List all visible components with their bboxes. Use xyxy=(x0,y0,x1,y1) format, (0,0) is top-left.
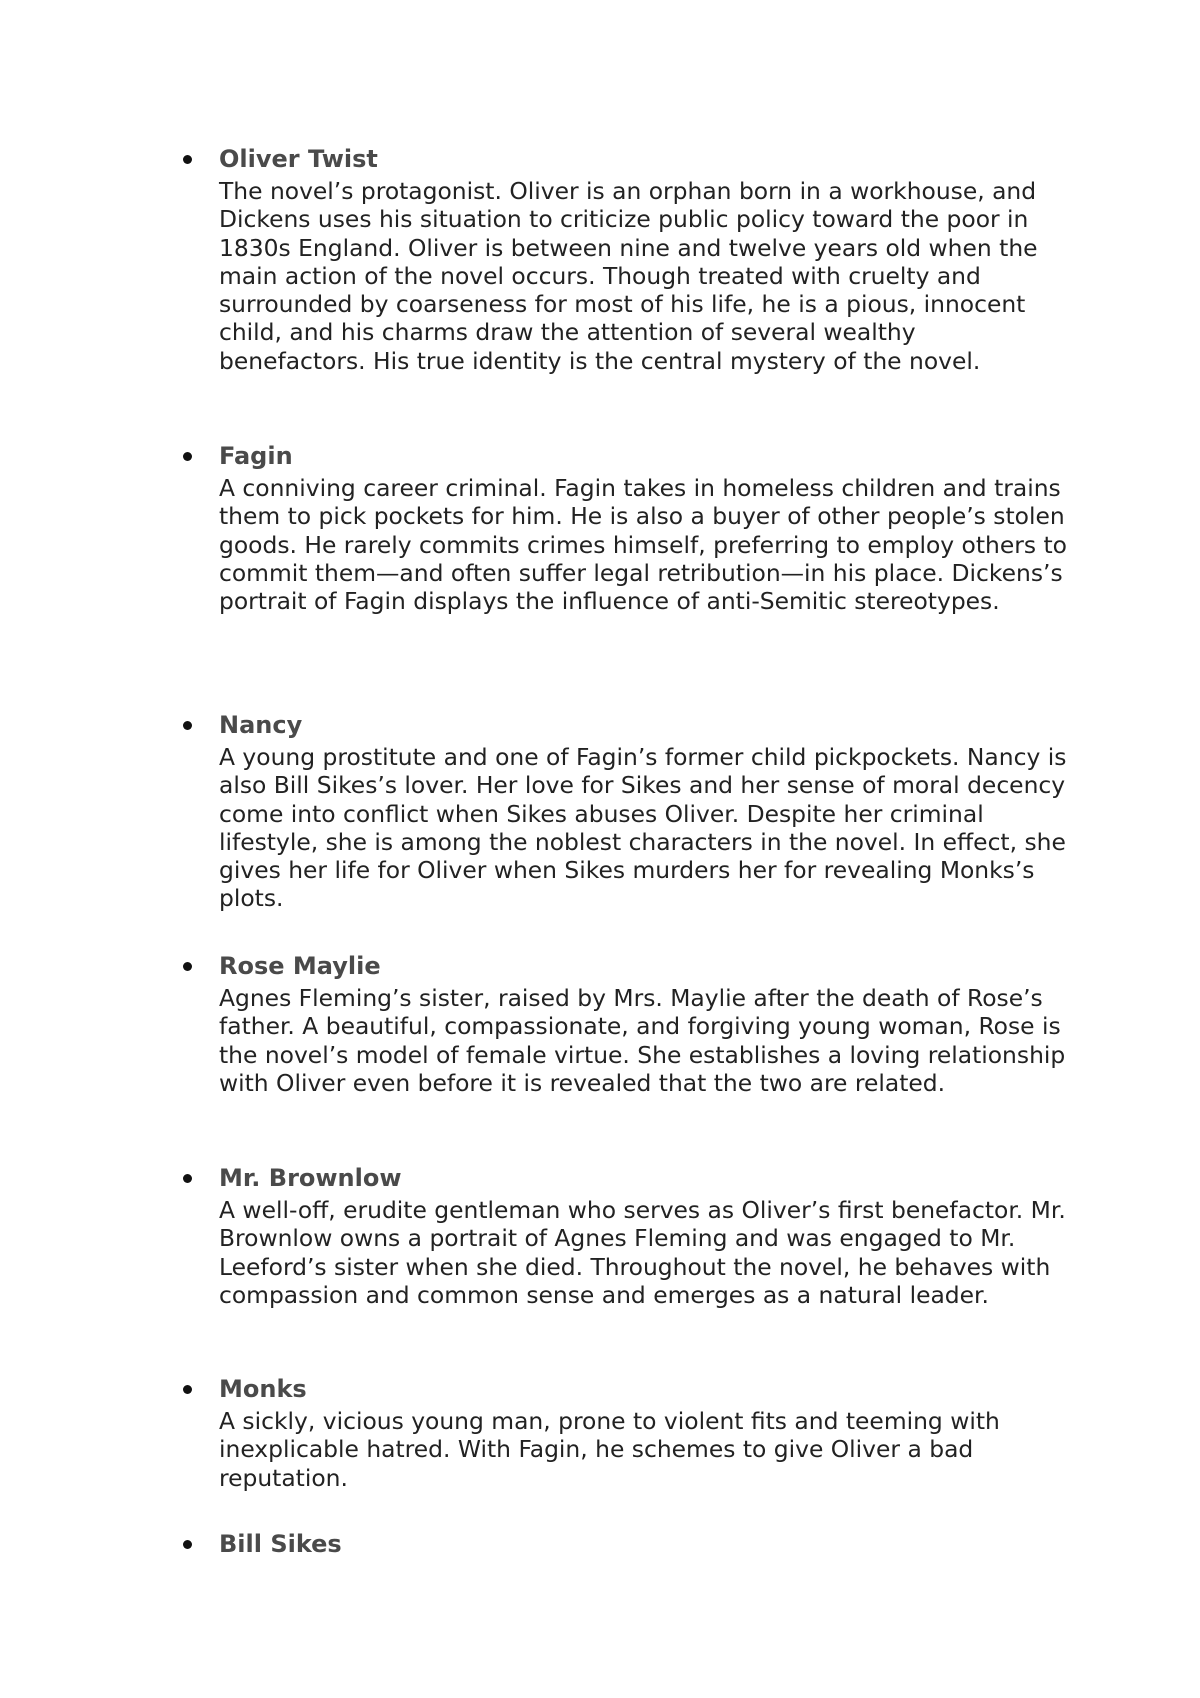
character-name: Rose Maylie xyxy=(219,952,381,980)
character-name: Nancy xyxy=(219,711,303,739)
character-name: Bill Sikes xyxy=(219,1530,342,1558)
bullet-icon xyxy=(183,962,192,971)
character-description: A young prostitute and one of Fagin’s former child pickpockets. Nancy is also Bill Sikes’s lover. Her love for Sikes and her sense of moral decency come into conflict when Sikes abuses Oliver. Despite her criminal lifestyle, she is among the noblest characters in the novel. In effect, she gives her life for Oliver when Sikes murders her for revealing Monks’s plots. xyxy=(219,743,1067,913)
character-entry xyxy=(219,1163,1069,1309)
bullet-icon xyxy=(183,1540,192,1549)
character-description: A sickly, vicious young man, prone to violent fits and teeming with inexplicable hatred. With Fagin, he schemes to give Oliver a bad reputation. xyxy=(219,1407,1000,1492)
character-entry xyxy=(219,951,1069,1097)
bullet-icon xyxy=(183,155,192,164)
character-description: A conniving career criminal. Fagin takes in homeless children and trains them to pick pockets for him. He is also a buyer of other people’s stolen goods. He rarely commits crimes himself, preferring to employ others to commit them—and often suffer legal retribution—in his place. Dickens’s portrait of Fagin displays the influence of anti-Semitic stereotypes. xyxy=(219,474,1067,616)
character-name: Monks xyxy=(219,1375,307,1403)
character-entry xyxy=(219,441,1069,615)
character-name: Mr. Brownlow xyxy=(219,1164,402,1192)
bullet-icon xyxy=(183,1174,192,1183)
character-entry xyxy=(219,710,1069,913)
character-description: A well-off, erudite gentleman who serves as Oliver’s first benefactor. Mr. Brownlow owns a portrait of Agnes Fleming and was engaged to Mr. Leeford’s sister when she died. Throughout the novel, he behaves with compassion and common sense and emerges as a natural leader. xyxy=(219,1196,1066,1309)
character-name: Fagin xyxy=(219,442,293,470)
bullet-icon xyxy=(183,452,192,461)
character-entry xyxy=(219,144,1069,375)
character-entry xyxy=(219,1374,1069,1492)
character-description: The novel’s protagonist. Oliver is an orphan born in a workhouse, and Dickens uses his situation to criticize public policy toward the poor in 1830s England. Oliver is between nine and twelve years old when the main action of the novel occurs. Though treated with cruelty and surrounded by coarseness for most of his life, he is a pious, innocent child, and his charms draw the attention of several wealthy benefactors. His true identity is the central mystery of the novel. xyxy=(219,177,1038,375)
bullet-icon xyxy=(183,721,192,730)
character-entry xyxy=(219,1529,1069,1562)
character-description: Agnes Fleming’s sister, raised by Mrs. Maylie after the death of Rose’s father. A beautiful, compassionate, and forgiving young woman, Rose is the novel’s model of female virtue. She establishes a loving relationship with Oliver even before it is revealed that the two are related. xyxy=(219,984,1066,1097)
character-name: Oliver Twist xyxy=(219,145,378,173)
bullet-icon xyxy=(183,1385,192,1394)
